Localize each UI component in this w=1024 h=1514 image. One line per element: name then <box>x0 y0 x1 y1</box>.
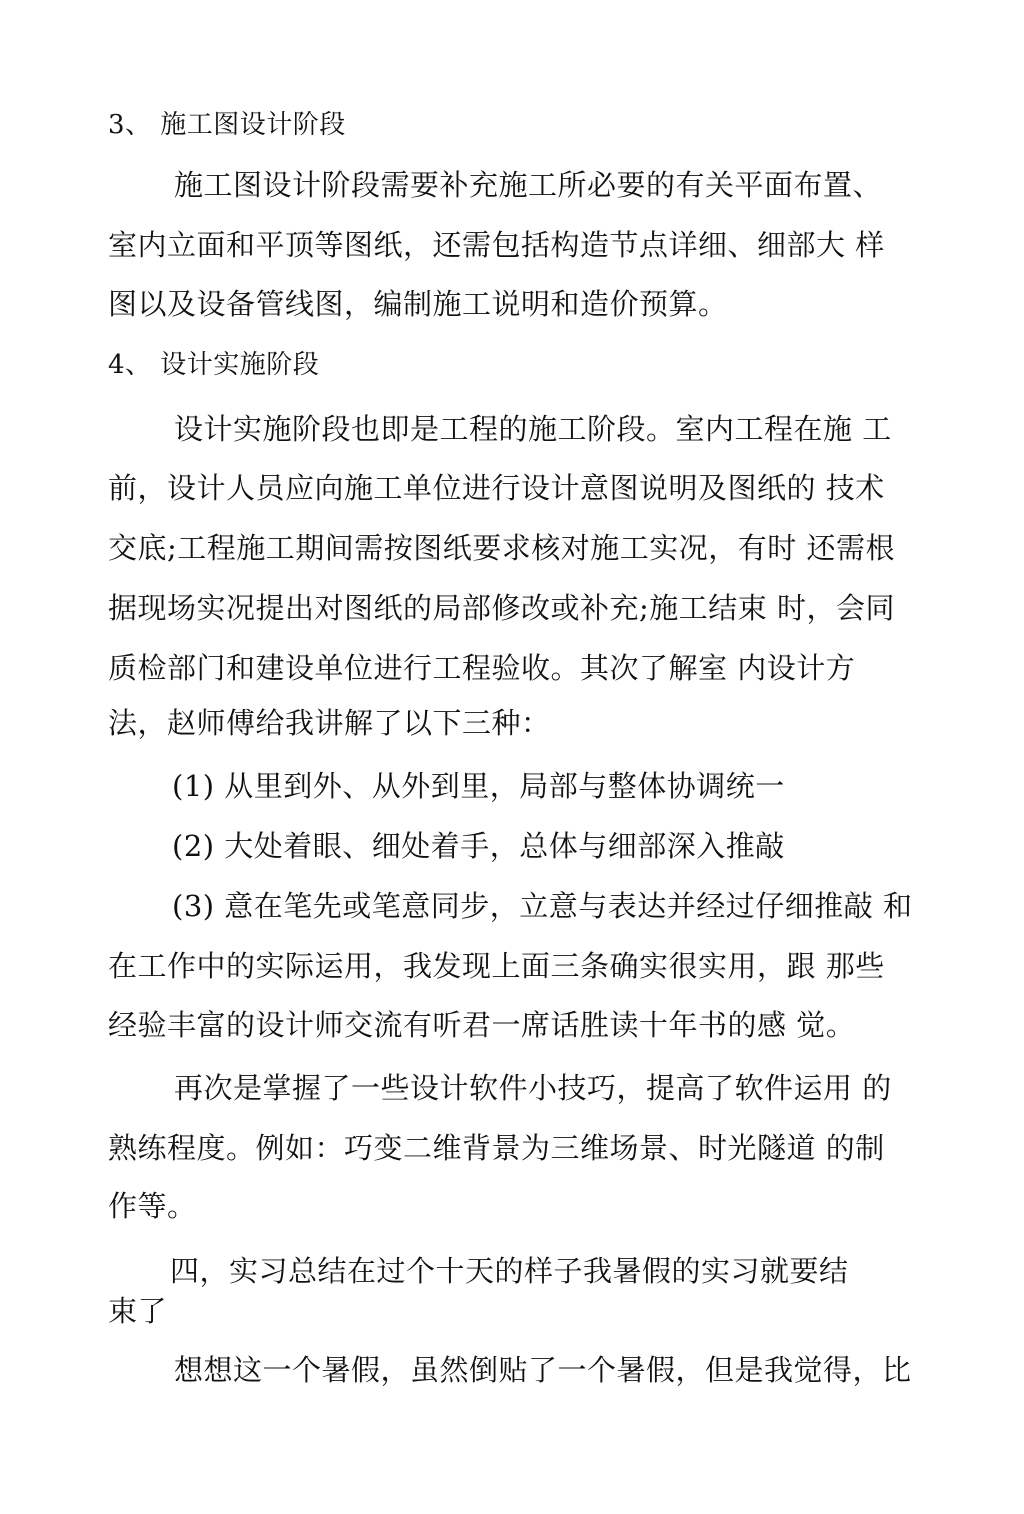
paragraph-line: 再次是掌握了一些设计软件小技巧，提高了软件运用 的 <box>174 1071 892 1105</box>
list-item: (3) 意在笔先或笔意同步，立意与表达并经过仔细推敲 和 <box>172 889 913 923</box>
paragraph-line: 施工图设计阶段需要补充施工所必要的有关平面布置、 <box>174 168 883 202</box>
paragraph-line: 设计实施阶段也即是工程的施工阶段。室内工程在施 工 <box>174 412 892 446</box>
paragraph-line: 束了 <box>108 1294 168 1328</box>
list-item: (2) 大处着眼、细处着手，总体与细部深入推敲 <box>172 829 785 863</box>
section-heading-3: 3、 施工图设计阶段 <box>108 110 346 140</box>
paragraph-line: 室内立面和平顶等图纸，还需包括构造节点详细、细部大 样 <box>108 228 885 262</box>
paragraph-line: 熟练程度。例如：巧变二维背景为三维场景、时光隧道 的制 <box>108 1131 885 1165</box>
paragraph-line: 想想这一个暑假，虽然倒贴了一个暑假，但是我觉得，比 <box>174 1353 912 1387</box>
paragraph-line: 图以及设备管线图，编制施工说明和造价预算。 <box>108 287 728 321</box>
paragraph-line: 前，设计人员应向施工单位进行设计意图说明及图纸的 技术 <box>108 471 885 505</box>
paragraph-line: 作等。 <box>108 1189 197 1223</box>
paragraph-line: 在工作中的实际运用，我发现上面三条确实很实用，跟 那些 <box>108 949 885 983</box>
paragraph-line: 经验丰富的设计师交流有听君一席话胜读十年书的感 觉。 <box>108 1008 856 1042</box>
paragraph-line: 交底;工程施工期间需按图纸要求核对施工实况，有时 还需根 <box>108 531 895 565</box>
paragraph-line: 四，实习总结在过个十天的样子我暑假的实习就要结 <box>170 1254 849 1288</box>
paragraph-line: 据现场实况提出对图纸的局部修改或补充;施工结束 时，会同 <box>108 591 895 625</box>
paragraph-line: 质检部门和建设单位进行工程验收。其次了解室 内设计方 <box>108 651 856 685</box>
section-heading-4: 4、 设计实施阶段 <box>108 350 320 380</box>
list-item: (1) 从里到外、从外到里，局部与整体协调统一 <box>172 769 785 803</box>
paragraph-line: 法，赵师傅给我讲解了以下三种： <box>108 706 551 740</box>
